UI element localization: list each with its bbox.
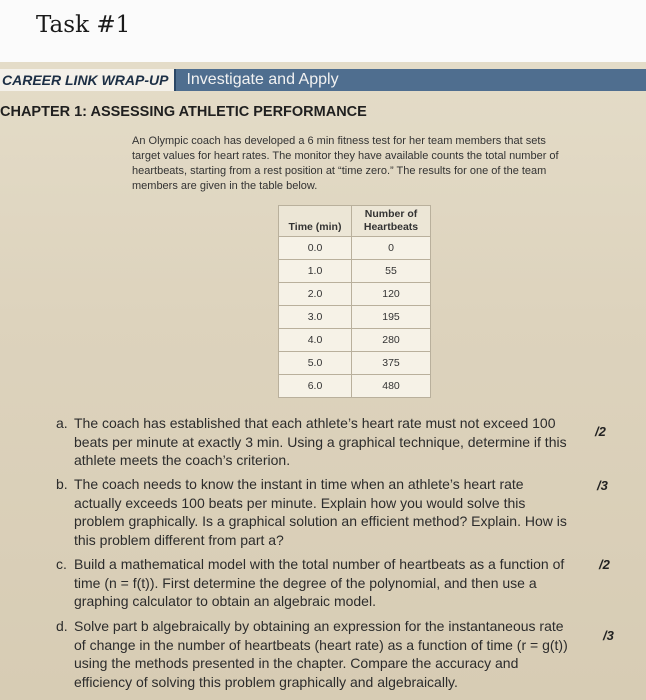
intro-paragraph: An Olympic coach has developed a 6 min fitness test for her team members that sets target values for heart rates. The monitor they have available counts the total number of heartbeats, starting from a rest position at “time zero.” The results for one of the team members are given in the table below. (132, 135, 559, 192)
column-header-heartbeats: Number of Heartbeats (352, 206, 431, 237)
time-cell: 0.0 (279, 237, 352, 260)
question-text: The coach has established that each athlete’s heart rate must not exceed 100 beats per minute at exactly 3 min. Using a graphical technique, determine if this athlete meets the coach’s criterion. (74, 415, 567, 468)
time-cell: 1.0 (279, 260, 352, 283)
heartbeat-table (278, 205, 431, 398)
table-row (279, 329, 431, 352)
banner-subtitle: Investigate and Apply (186, 71, 339, 88)
time-cell: 4.0 (279, 329, 352, 352)
heartbeats-cell: 120 (352, 283, 431, 306)
heartbeats-cell: 280 (352, 329, 431, 352)
table-row (279, 260, 431, 283)
table-row (279, 283, 431, 306)
question-letter: d. (56, 618, 68, 634)
mark-b: /3 (597, 478, 608, 493)
heartbeats-cell: 195 (352, 306, 431, 329)
table-row (279, 352, 431, 375)
table-row (279, 375, 431, 398)
task-title: Task #1 (36, 12, 131, 38)
question-text: The coach needs to know the instant in time when an athlete’s heart rate actually exceeds 100 beats per minute. Explain how you would solve this problem graphically. Is a graphical solution an efficient method? Explain. How is this problem different from part a? (74, 476, 567, 548)
heartbeats-cell: 0 (352, 237, 431, 260)
question-letter: c. (56, 556, 67, 572)
table-row (279, 237, 431, 260)
time-cell: 5.0 (279, 352, 352, 375)
question-letter: a. (56, 415, 68, 431)
time-cell: 3.0 (279, 306, 352, 329)
mark-d: /3 (603, 628, 614, 643)
question-text: Solve part b algebraically by obtaining an expression for the instantaneous rate of change in the number of heartbeats (heart rate) as a function of time (r = g(t)) using the methods presented in the chapter. Compare the accuracy and efficiency of solving this problem graphically and algebraically. (74, 618, 568, 690)
heartbeats-cell: 480 (352, 375, 431, 398)
time-cell: 6.0 (279, 375, 352, 398)
question-letter: b. (56, 476, 68, 492)
heartbeats-cell: 55 (352, 260, 431, 283)
mark-a: /2 (595, 424, 606, 439)
question-text: Build a mathematical model with the total number of heartbeats as a function of time (n = f(t)). First determine the degree of the polynomial, and then use a graphing calculator to obtain an algebraic model. (74, 556, 565, 609)
banner-label: CAREER LINK WRAP-UP (0, 69, 176, 91)
section-banner (0, 69, 646, 91)
mark-c: /2 (599, 557, 610, 572)
table-row (279, 306, 431, 329)
chapter-title: CHAPTER 1: ASSESSING ATHLETIC PERFORMANCE (0, 104, 367, 120)
time-cell: 2.0 (279, 283, 352, 306)
column-header-time: Time (min) (279, 206, 352, 237)
heartbeats-cell: 375 (352, 352, 431, 375)
